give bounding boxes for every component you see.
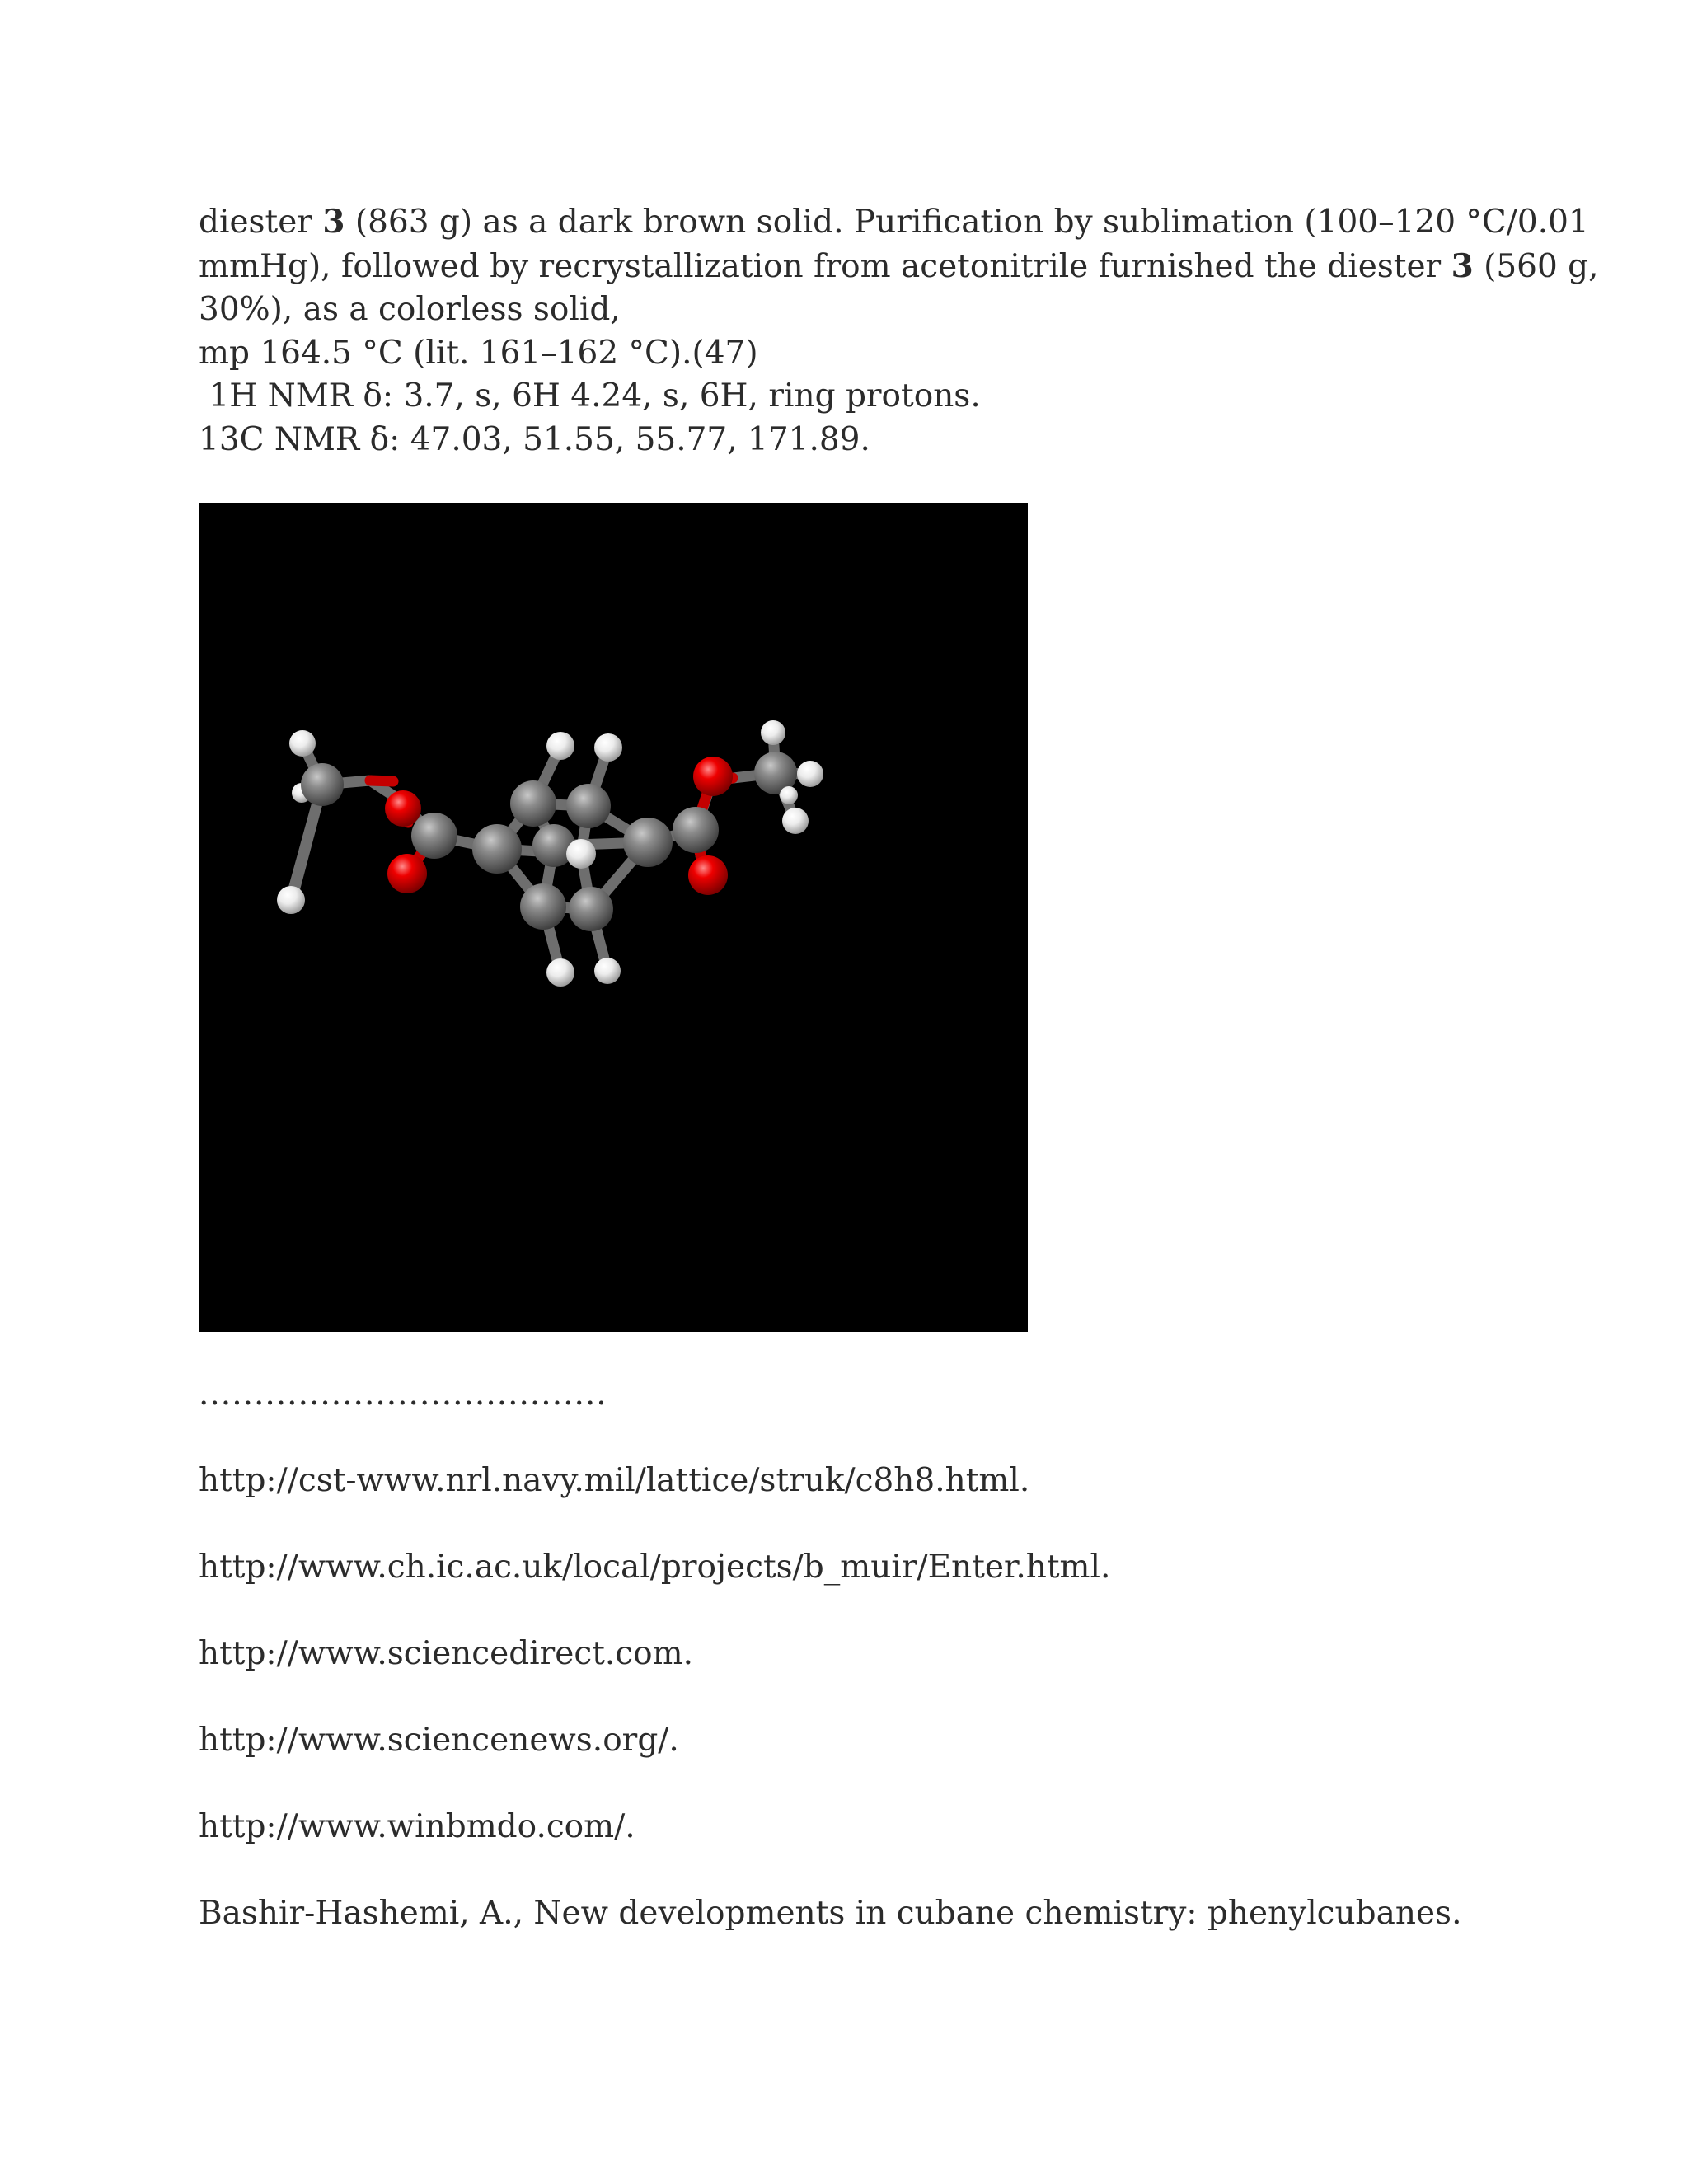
paragraph-line-3: 30%), as a colorless solid,	[199, 291, 621, 328]
reference-link[interactable]: http://www.sciencenews.org/.	[199, 1722, 679, 1759]
text-segment: (863 g) as a dark brown solid. Purification by sublimation (100–120 °C/0.01	[345, 204, 1589, 241]
paragraph-text	[199, 200, 1599, 462]
text-segment: (560 g,	[1473, 247, 1599, 285]
reference-citation: Bashir-Hashemi, A., New developments in cubane chemistry: phenylcubanes.	[199, 1895, 1462, 1932]
reference-link[interactable]: http://www.ch.ic.ac.uk/local/projects/b_muir/Enter.html.	[199, 1549, 1111, 1586]
melting-point: mp 164.5 °C (lit. 161–162 °C).(47)	[199, 334, 758, 372]
text-segment: diester	[199, 204, 323, 241]
c-nmr-data: 13C NMR δ: 47.03, 51.55, 55.77, 171.89.	[199, 420, 870, 458]
molecule-model-image	[199, 503, 1028, 1332]
compound-number: 3	[322, 203, 345, 241]
reference-link[interactable]: http://www.sciencedirect.com.	[199, 1635, 693, 1672]
h-nmr-data: 1H NMR δ: 3.7, s, 6H 4.24, s, 6H, ring protons.	[199, 377, 981, 415]
reference-link[interactable]: http://cst-www.nrl.navy.mil/lattice/struk/c8h8.html.	[199, 1462, 1030, 1499]
reference-link[interactable]: http://www.winbmdo.com/.	[199, 1808, 635, 1845]
experimental-paragraph	[199, 200, 1599, 462]
paragraph-line-2	[199, 245, 1599, 289]
molecule-figure	[199, 503, 1028, 1332]
compound-number: 3	[1451, 246, 1474, 285]
separator-dots: .....................................	[199, 1376, 607, 1413]
text-segment: mmHg), followed by recrystallization from acetonitrile furnished the diester	[199, 247, 1451, 285]
paragraph-line-1	[199, 200, 1589, 245]
